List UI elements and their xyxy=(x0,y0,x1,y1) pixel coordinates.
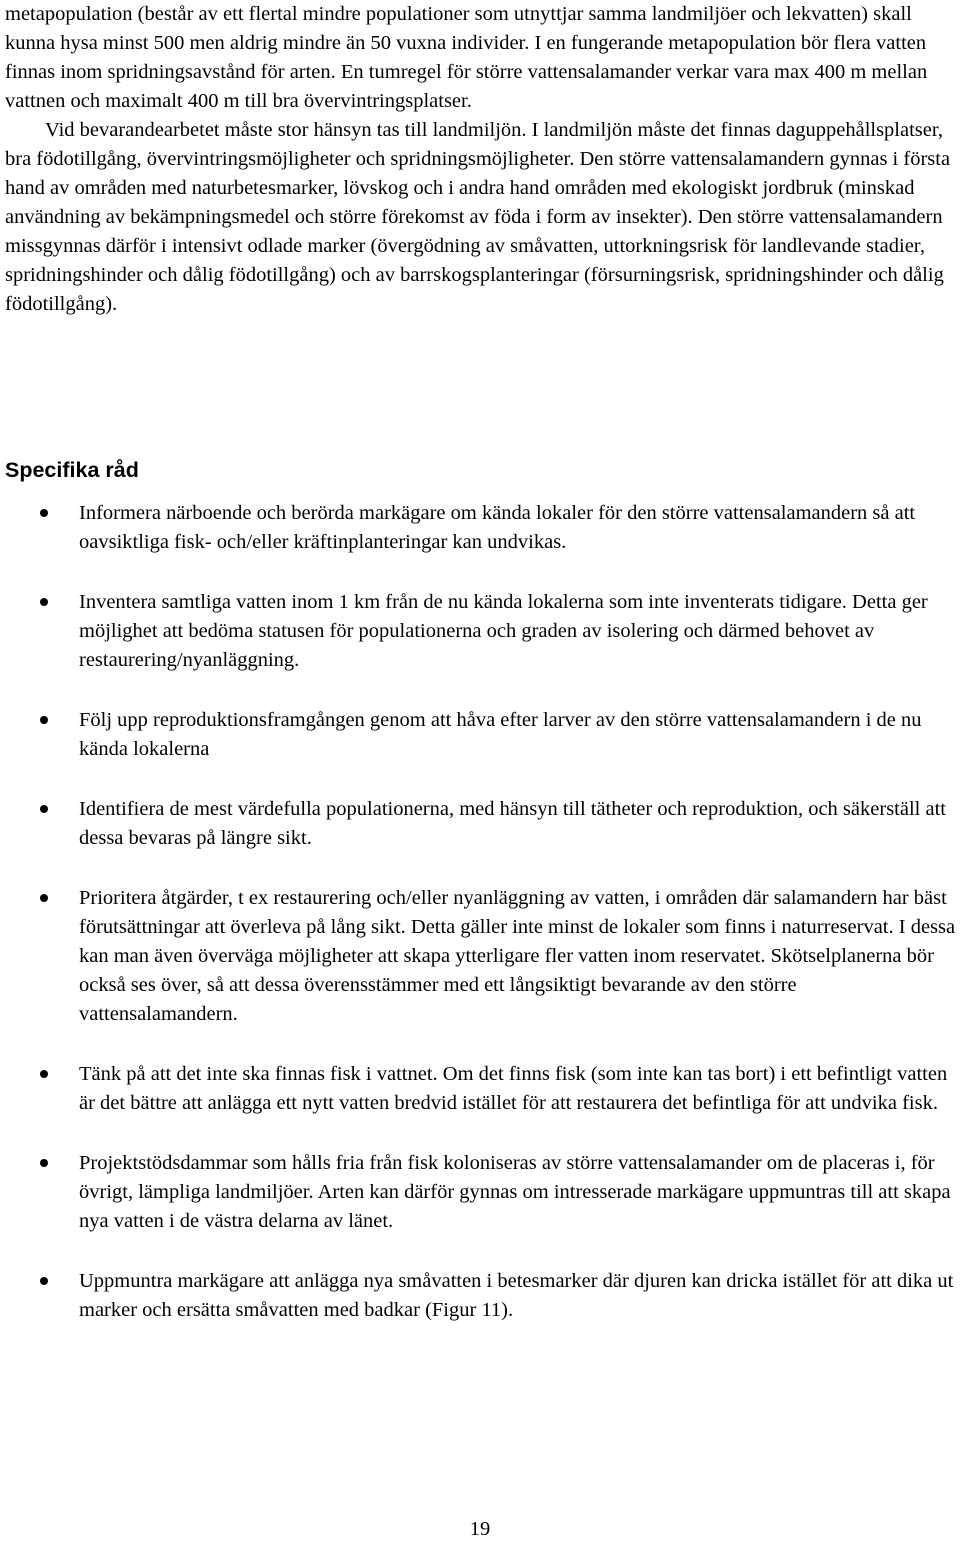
list-item xyxy=(0,795,960,853)
list-item-text: Följ upp reproduktionsframgången genom att håva efter larver av den större vattensalamandern i de nu kända lokalerna xyxy=(79,709,922,760)
list-item xyxy=(0,499,960,557)
intro-paragraph-2: Vid bevarandearbetet måste stor hänsyn tas till landmiljön. I landmiljön måste det finnas daguppehållsplatser, bra födotillgång, övervintringsmöjligheter och spridningsmöjligheter. Den större vattensalamandern gynnas i första hand av områden med naturbetesmarker, lövskog och i andra hand områden med ekologiskt jordbruk (minskad användning av bekämpningsmedel och större förekomst av föda i form av insekter). Den större vattensalamandern missgynnas därför i intensivt odlade marker (övergödning av småvatten, uttorkningsrisk för landlevande stadier, spridningshinder och dålig födotillgång) och av barrskogsplanteringar (försurningsrisk, spridningshinder och dålig födotillgång). xyxy=(5,119,951,315)
section-heading: Specifika råd xyxy=(5,458,139,482)
bullet-icon xyxy=(40,894,48,902)
list-item xyxy=(0,588,960,675)
bullet-icon xyxy=(40,509,48,517)
bullet-icon xyxy=(40,1277,48,1285)
list-item xyxy=(0,884,960,1029)
bullet-icon xyxy=(40,1159,48,1167)
list-item-text: Prioritera åtgärder, t ex restaurering och/eller nyanläggning av vatten, i områden där salamandern har bäst förutsättningar att överleva på lång sikt. Detta gäller inte minst de lokaler som finns i naturreservat. I dessa kan man även överväga möjligheter att skapa ytterligare fler vatten inom reservatet. Skötselplanerna bör också ses över, så att dessa överensstämmer med ett långsiktigt bevarande av den större vattensalamandern. xyxy=(79,887,956,1025)
list-item-text: Projektstödsdammar som hålls fria från fisk koloniseras av större vattensalamander om de placeras i, för övrigt, lämpliga landmiljöer. Arten kan därför gynnas om intresserade markägare uppmuntras till att skapa nya vatten i de västra delarna av länet. xyxy=(79,1152,951,1232)
list-item-text: Identifiera de mest värdefulla populationerna, med hänsyn till tätheter och reproduktion, och säkerställ att dessa bevaras på längre sikt. xyxy=(79,798,946,849)
list-item-text: Uppmuntra markägare att anlägga nya småvatten i betesmarker där djuren kan dricka istället för att dika ut marker och ersätta småvatten med badkar (Figur 11). xyxy=(79,1270,954,1321)
list-item-text: Tänk på att det inte ska finnas fisk i vattnet. Om det finns fisk (som inte kan tas bort) i ett befintligt vatten är det bättre att anlägga ett nytt vatten bredvid istället för att restaurera det befintliga för att undvika fisk. xyxy=(79,1063,948,1114)
bullet-icon xyxy=(40,598,48,606)
bullet-icon xyxy=(40,805,48,813)
intro-text xyxy=(5,0,955,319)
list-item-text: Inventera samtliga vatten inom 1 km från de nu kända lokalerna som inte inventerats tidigare. Detta ger möjlighet att bedöma statusen för populationerna och graden av isolering och därmed behovet av restaurering/nyanläggning. xyxy=(79,591,928,671)
list-item xyxy=(0,1060,960,1118)
bullet-icon xyxy=(40,1070,48,1078)
advice-list xyxy=(0,499,960,1356)
bullet-icon xyxy=(40,716,48,724)
list-item xyxy=(0,1267,960,1325)
list-item xyxy=(0,1149,960,1236)
list-item xyxy=(0,706,960,764)
list-item-text: Informera närboende och berörda markägare om kända lokaler för den större vattensalamandern så att oavsiktliga fisk- och/eller kräftinplanteringar kan undvikas. xyxy=(79,502,916,553)
page-number: 19 xyxy=(469,1518,491,1540)
intro-paragraph-1: metapopulation (består av ett flertal mindre populationer som utnyttjar samma landmiljöer och lekvatten) skall kunna hysa minst 500 men aldrig mindre än 50 vuxna individer. I en fungerande metapopulation bör flera vatten finnas inom spridningsavstånd för arten. En tumregel för större vattensalamander verkar vara max 400 m mellan vattnen och maximalt 400 m till bra övervintringsplatser. xyxy=(5,3,928,112)
